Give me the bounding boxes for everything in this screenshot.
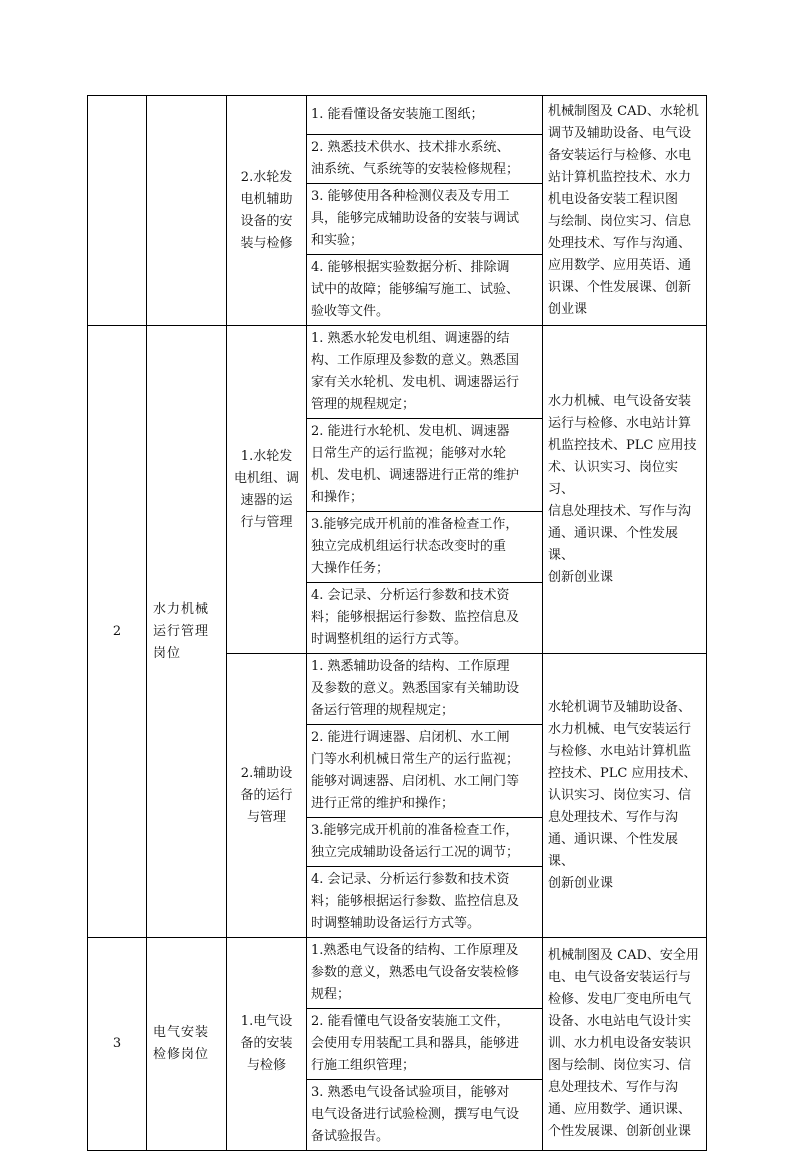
requirement-item: 2. 熟悉技术供水、技术排水系统、 油系统、气系统等的安装检修规程； — [307, 135, 543, 184]
task-title: 1.水轮发 电机组、调 速器的运 行与管理 — [227, 326, 307, 654]
requirement-item: 4. 会记录、分析运行参数和技术资 料；能够根据运行参数、监控信息及 时调整辅助设备运行方式等。 — [307, 867, 543, 938]
post-name: 水力机械 运行管理 岗位 — [147, 326, 227, 938]
requirement-item: 2. 能进行调速器、启闭机、水工闸 门等水利机械日常生产的运行监视； 能够对调速器、启闭机、水工闸门等 进行正常的维护和操作； — [307, 725, 543, 818]
task-title: 1.电气设 备的安装 与检修 — [227, 938, 307, 1151]
course-list: 机械制图及 CAD、安全用 电、电气设备安装运行与 检修、发电厂变电所电气 设备、水电站电气设计实 训、水力机电设备安装识 图与绘制、岗位实习、信 息处理技术、写作与沟 通、应用数学、通识课、 个性发展课、创新创业课 — [543, 938, 707, 1151]
row-number: 2 — [88, 326, 147, 938]
table-row — [88, 96, 707, 135]
post-name — [147, 96, 227, 326]
row-number — [88, 96, 147, 326]
requirement-item: 1. 熟悉水轮发电机组、调速器的结 构、工作原理及参数的意义。熟悉国 家有关水轮机、发电机、调速器运行 管理的规程规定； — [307, 326, 543, 419]
requirement-item: 2. 能看懂电气设备安装施工文件， 会使用专用装配工具和器具，能够进 行施工组织管理； — [307, 1009, 543, 1080]
requirement-item: 3.能够完成开机前的准备检查工作， 独立完成辅助设备运行工况的调节； — [307, 818, 543, 867]
requirement-item: 4. 能够根据实验数据分析、排除调 试中的故障；能够编写施工、试验、 验收等文件。 — [307, 255, 543, 326]
task-title: 2.辅助设 备的运行 与管理 — [227, 654, 307, 938]
table-row — [88, 326, 707, 419]
row-number: 3 — [88, 938, 147, 1151]
requirement-item: 4. 会记录、分析运行参数和技术资 料；能够根据运行参数、监控信息及 时调整机组的运行方式等。 — [307, 583, 543, 654]
course-list: 水力机械、电气设备安装 运行与检修、水电站计算 机监控技术、PLC 应用技 术、认识实习、岗位实习、 信息处理技术、写作与沟 通、通识课、个性发展课、 创新创业课 — [543, 326, 707, 654]
course-list: 水轮机调节及辅助设备、 水力机械、电气安装运行 与检修、水电站计算机监 控技术、PLC 应用技术、 认识实习、岗位实习、信 息处理技术、写作与沟 通、通识课、个性发展课、 创新创业课 — [543, 654, 707, 938]
task-title: 2.水轮发 电机辅助 设备的安 装与检修 — [227, 96, 307, 326]
requirement-item: 3. 能够使用各种检测仪表及专用工 具，能够完成辅助设备的安装与调试 和实验； — [307, 184, 543, 255]
requirement-item: 1. 能看懂设备安装施工图纸； — [307, 96, 543, 135]
curriculum-table — [87, 95, 707, 1151]
requirement-item: 3.能够完成开机前的准备检查工作， 独立完成机组运行状态改变时的重 大操作任务； — [307, 512, 543, 583]
course-list: 机械制图及 CAD、水轮机 调节及辅助设备、电气设 备安装运行与检修、水电 站计算机监控技术、水力 机电设备安装工程识图 与绘制、岗位实习、信息 处理技术、写作与沟通、 应用数学、应用英语、通 识课、个性发展课、创新 创业课 — [543, 96, 707, 326]
requirement-item: 1.熟悉电气设备的结构、工作原理及 参数的意义，熟悉电气设备安装检修 规程； — [307, 938, 543, 1009]
table-row — [88, 938, 707, 1009]
requirement-item: 2. 能进行水轮机、发电机、调速器 日常生产的运行监视；能够对水轮 机、发电机、调速器进行正常的维护 和操作； — [307, 419, 543, 512]
post-name: 电气安装 检修岗位 — [147, 938, 227, 1151]
requirement-item: 3. 熟悉电气设备试验项目，能够对 电气设备进行试验检测，撰写电气设 备试验报告。 — [307, 1080, 543, 1151]
requirement-item: 1. 熟悉辅助设备的结构、工作原理 及参数的意义。熟悉国家有关辅助设 备运行管理的规程规定； — [307, 654, 543, 725]
